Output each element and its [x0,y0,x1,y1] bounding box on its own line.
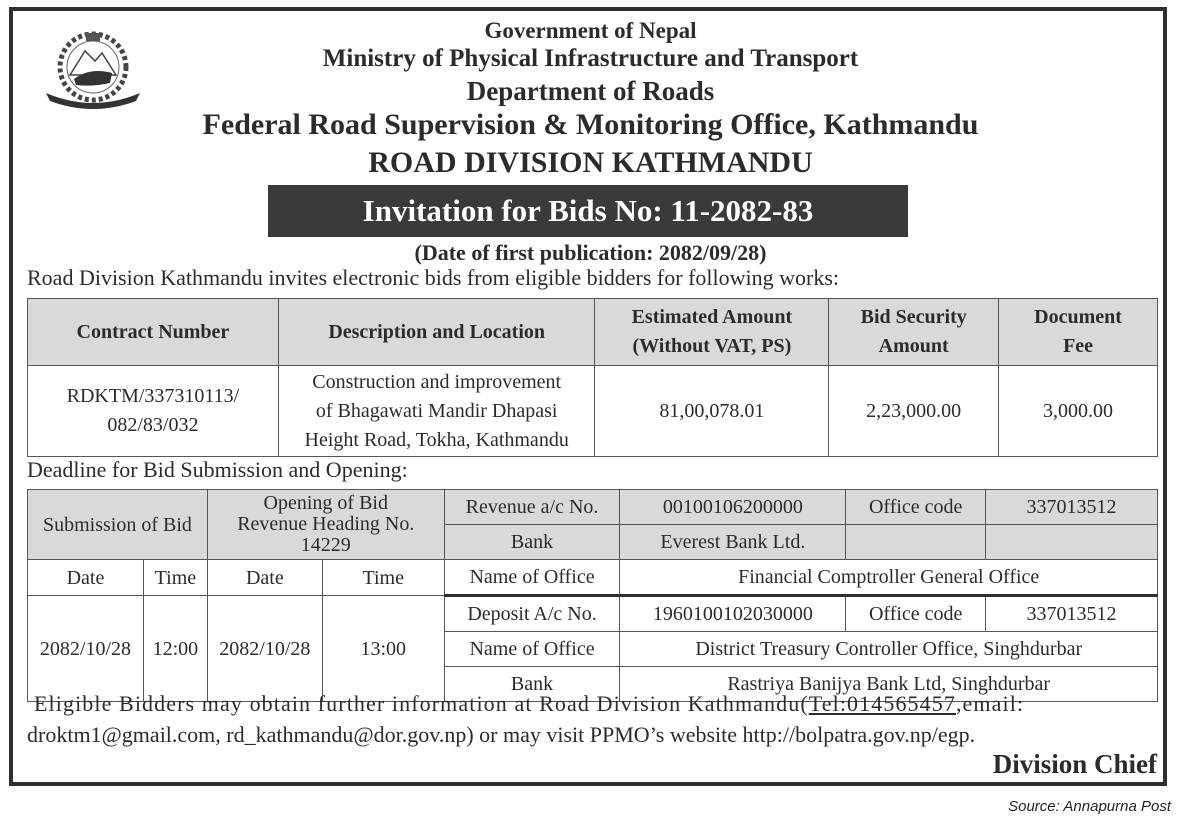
table-row [28,366,1158,457]
opening-date: 2082/10/28 [207,596,322,702]
opening-header: Opening of Bid Revenue Heading No. 14229 [207,490,444,560]
works-table-header [28,299,1158,366]
source-credit: Source: Annapurna Post [1008,798,1171,815]
signatory: Division Chief [992,749,1157,779]
works-table [27,298,1158,457]
deadline-table [27,489,1158,702]
invitation-banner: Invitation for Bids No: 11-2082-83 [268,185,908,237]
revenue-office-name-label: Name of Office [444,560,620,596]
intro-text: Road Division Kathmandu invites electronic bids from eligible bidders for following works: [27,265,840,290]
header-department: Department of Roads [466,76,715,106]
estimated-amount-cell: 81,00,078.01 [595,366,829,457]
col-document-fee: Document Fee [999,299,1158,366]
bid-security-cell: 2,23,000.00 [829,366,999,457]
submission-date: 2082/10/28 [28,596,144,702]
revenue-bank: Everest Bank Ltd. [620,525,846,560]
revenue-office-code-label: Office code [846,490,986,525]
description-cell: Construction and improvement of Bhagawati Mandir Dhapasi Height Road, Tokha, Kathmandu [278,366,595,457]
revenue-bank-label: Bank [444,525,620,560]
deposit-bank: Rastriya Banijya Bank Ltd, Singhdurbar [620,667,1158,702]
col-estimated-amount: Estimated Amount (Without VAT, PS) [595,299,829,366]
revenue-office-code: 337013512 [986,490,1158,525]
contract-number-cell: RDKTM/337310113/ 082/83/032 [28,366,279,457]
revenue-ac-no: 00100106200000 [620,490,846,525]
col-contract-number: Contract Number [28,299,279,366]
col-description: Description and Location [278,299,595,366]
deposit-office-code-label: Office code [846,596,986,632]
submission-time-label: Time [143,560,207,596]
deposit-ac-label: Deposit A/c No. [444,596,620,632]
deposit-ac-no: 1960100102030000 [620,596,846,632]
revenue-ac-label: Revenue a/c No. [444,490,620,525]
deadline-label: Deadline for Bid Submission and Opening: [27,457,408,482]
deposit-office-code: 337013512 [986,596,1158,632]
empty-cell [986,525,1158,560]
footer-info-line1: Eligible Bidders may obtain further information at Road Division Kathmandu(Tel:014565457,email: [34,691,1025,716]
submission-date-label: Date [28,560,144,596]
opening-time-label: Time [322,560,444,596]
deposit-office-name-label: Name of Office [444,632,620,667]
header-ministry: Ministry of Physical Infrastructure and Transport [322,45,859,72]
deposit-bank-label: Bank [444,667,620,702]
submission-header: Submission of Bid [28,490,208,560]
header-government: Government of Nepal [484,18,697,43]
revenue-office-name: Financial Comptroller General Office [620,560,1158,596]
submission-time: 12:00 [143,596,207,702]
publication-date: (Date of first publication: 2082/09/28) [414,240,767,265]
empty-cell [846,525,986,560]
telephone-link[interactable]: Tel:014565457 [808,691,956,716]
opening-date-label: Date [207,560,322,596]
header-office: Federal Road Supervision & Monitoring Office, Kathmandu [202,108,979,141]
header-division: ROAD DIVISION KATHMANDU [368,146,813,179]
opening-time: 13:00 [322,596,444,702]
document-fee-cell: 3,000.00 [999,366,1158,457]
deposit-office-name: District Treasury Controller Office, Singhdurbar [620,632,1158,667]
col-bid-security: Bid Security Amount [829,299,999,366]
footer-info-line2: droktm1@gmail.com, rd_kathmandu@dor.gov.np) or may visit PPMO’s website http://bolpatra.gov.np/egp. [27,722,976,747]
